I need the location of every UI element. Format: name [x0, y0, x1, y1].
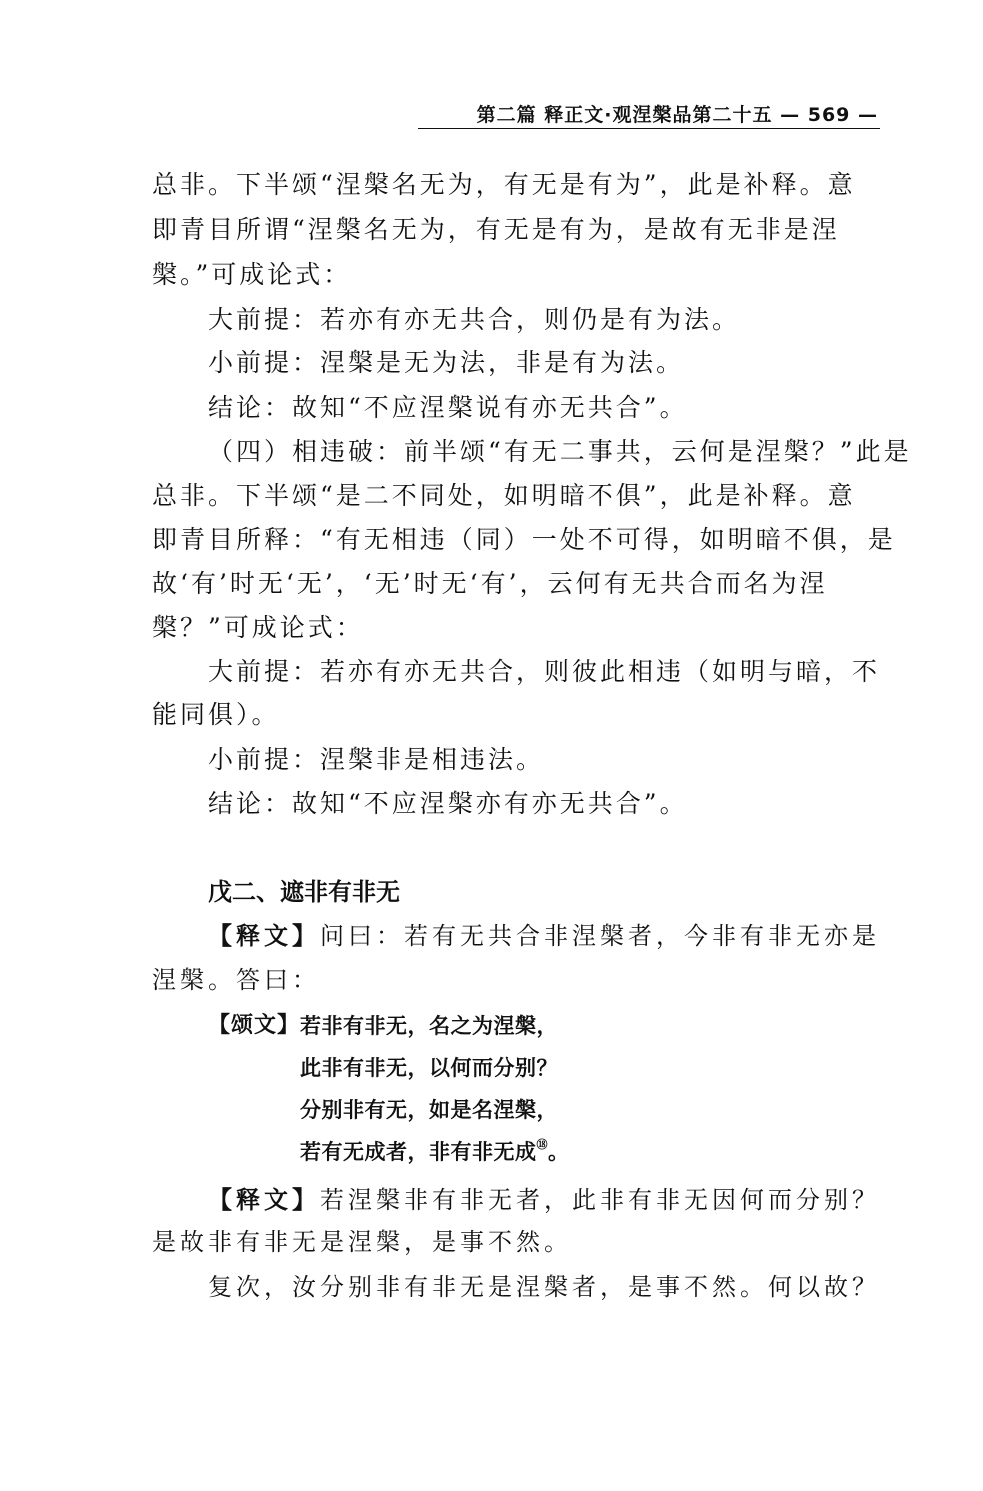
- verse-line: 若非有非无，名之为涅槃，: [300, 1014, 558, 1038]
- text-line: 即青目所释：“有无相违（同）一处不可得，如明暗不俱，是: [152, 525, 896, 554]
- text-line: 涅槃。答曰：: [152, 966, 320, 994]
- text-line: [208, 916, 880, 951]
- label-shiwen: 【释文】: [208, 922, 320, 950]
- text-line: 大前提：若亦有亦无共合，则仍是有为法。: [208, 305, 741, 334]
- text-line: 结论：故知“不应涅槃说有亦无共合”。: [208, 393, 688, 422]
- verse-end: 。: [548, 1140, 570, 1164]
- text-line: 是故非有非无是涅槃，是事不然。: [152, 1228, 572, 1256]
- text-line: 复次，汝分别非有非无是涅槃者，是事不然。何以故？: [208, 1273, 880, 1301]
- verse-text: 若有无成者，非有非无成: [300, 1140, 537, 1164]
- label-shiwen: 【释文】: [208, 1186, 320, 1214]
- text-run: 问曰：若有无共合非涅槃者，今非有非无亦是: [320, 922, 880, 950]
- text-line: 总非。下半颂“是二不同处，如明暗不俱”，此是补释。意: [152, 481, 856, 510]
- text-line: 大前提：若亦有亦无共合，则彼此相违（如明与暗，不: [208, 657, 881, 686]
- footnote-marker: ⑱: [536, 1138, 548, 1151]
- text-line: （四）相违破：前半颂“有无二事共，云何是涅槃？”此是: [208, 437, 912, 466]
- text-line: 即青目所谓“涅槃名无为，有无是有为，是故有无非是涅: [152, 215, 840, 244]
- text-line: 小前提：涅槃是无为法，非是有为法。: [208, 348, 685, 377]
- header-rule: [418, 128, 880, 129]
- text-line: 故‘有’时无‘无’，‘无’时无‘有’，云何有无共合而名为涅: [152, 569, 828, 598]
- text-line: 槃？”可成论式：: [152, 613, 364, 642]
- section-heading: 戊二、遮非有非无: [208, 878, 400, 906]
- text-line: [208, 1008, 300, 1039]
- text-line: 总非。下半颂“涅槃名无为，有无是有为”，此是补释。意: [152, 170, 856, 199]
- verse-line: 此非有非无，以何而分别？: [300, 1056, 558, 1080]
- label-songwen: 【颂文】: [208, 1013, 301, 1038]
- text-line: 能同俱）。: [152, 700, 280, 729]
- text-run: 若涅槃非有非无者，此非有非无因何而分别？: [320, 1186, 880, 1214]
- text-line: 小前提：涅槃非是相违法。: [208, 745, 545, 774]
- verse-line: [300, 1136, 570, 1166]
- text-line: [208, 1180, 880, 1215]
- text-line: 槃。”可成论式：: [152, 260, 352, 289]
- verse-line: 分别非有无，如是名涅槃，: [300, 1098, 558, 1122]
- running-header: 第二篇 释正文·观涅槃品第二十五 — 569 —: [476, 104, 878, 126]
- text-line: 结论：故知“不应涅槃亦有亦无共合”。: [208, 789, 688, 818]
